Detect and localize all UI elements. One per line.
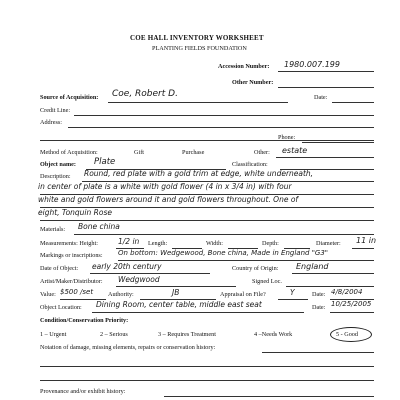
description-label: Description: — [40, 173, 71, 180]
artist-value[interactable]: Wedgwood — [118, 275, 160, 284]
signed-loc-label: Signed Loc. — [252, 278, 282, 285]
source-line — [108, 102, 288, 103]
description-text-3[interactable]: white and gold flowers around it and gold flowers throughout. One of — [38, 195, 299, 204]
object-location-label: Object Location: — [40, 304, 82, 311]
markings-value[interactable]: On bottom: Wedgewood, Bone china, Made in England "G3" — [118, 249, 329, 257]
artist-label: Artist/Maker/Distributor: — [40, 278, 103, 285]
signed-loc-line — [286, 286, 374, 287]
appraisal-date-value[interactable]: 4/8/2004 — [331, 288, 363, 296]
description-text-2[interactable]: in center of plate is a white with gold flower (4 in x 3/4 in) with four — [38, 182, 292, 191]
source-label: Source of Acquisition: — [40, 94, 99, 101]
credit-line-line — [74, 115, 374, 116]
condition-title: Condition/Conservation Priority: — [40, 317, 129, 324]
value-value[interactable]: $500 /set — [60, 288, 94, 296]
phone-label: Phone: — [278, 134, 296, 141]
date-of-object-label: Date of Object: — [40, 265, 79, 272]
address-line-2 — [40, 140, 374, 141]
priority-good[interactable]: 5 - Good — [336, 331, 358, 338]
credit-line-label: Credit Line: — [40, 107, 71, 114]
materials-value[interactable]: Bone china — [78, 222, 120, 231]
method-other-label: Other: — [254, 149, 270, 156]
location-date-value[interactable]: 10/25/2005 — [331, 300, 372, 308]
appraisal-value[interactable]: Y — [290, 288, 295, 297]
method-purchase[interactable]: Purchase — [182, 149, 205, 156]
provenance-line — [164, 396, 374, 397]
depth-label: Depth: — [262, 240, 279, 247]
classification-label: Classification: — [232, 161, 268, 168]
source-date-line — [332, 102, 374, 103]
location-date-label: Date: — [312, 304, 326, 311]
address-line-1 — [68, 127, 374, 128]
provenance-label: Provenance and/or exhibit history: — [40, 388, 126, 395]
notation-label: Notation of damage, missing elements, repairs or conservation history: — [40, 344, 216, 351]
description-text-1[interactable]: Round, red plate with a gold trim at edge, white underneath, — [84, 169, 314, 178]
appraisal-line — [278, 299, 308, 300]
notation-line-1 — [262, 352, 374, 353]
description-line-4 — [40, 220, 374, 221]
artist-line — [116, 286, 236, 287]
priority-serious[interactable]: 2 – Serious — [100, 331, 128, 338]
authority-label: Authority: — [108, 291, 134, 298]
materials-line — [74, 234, 374, 235]
diameter-value[interactable]: 11 in — [356, 236, 377, 245]
width-label: Width: — [206, 240, 223, 247]
method-other-line — [276, 157, 374, 158]
appraisal-label: Appraisal on File? — [220, 291, 266, 298]
other-number-label: Other Number: — [232, 79, 274, 86]
address-label: Address: — [40, 119, 62, 126]
form-title: COE HALL INVENTORY WORKSHEET — [130, 34, 264, 42]
object-location-line — [92, 312, 304, 313]
phone-line — [302, 142, 374, 143]
notation-line-3 — [40, 380, 374, 381]
object-location-value[interactable]: Dining Room, center table, middle east seat — [96, 300, 262, 309]
form-subtitle: PLANTING FIELDS FOUNDATION — [152, 45, 247, 52]
source-value[interactable]: Coe, Robert D. — [112, 89, 178, 99]
accession-number-value[interactable]: 1980.007.199 — [284, 60, 340, 69]
notation-line-2 — [40, 366, 374, 367]
appraisal-date-label: Date: — [312, 291, 326, 298]
diameter-label: Diameter: — [316, 240, 341, 247]
method-other-value[interactable]: estate — [282, 146, 308, 155]
source-date-label: Date: — [314, 94, 328, 101]
priority-requires-treatment[interactable]: 3 – Requires Treatment — [158, 331, 216, 338]
date-of-object-line — [90, 273, 210, 274]
date-of-object-value[interactable]: early 20th century — [92, 262, 162, 271]
country-line — [292, 273, 374, 274]
accession-number-label: Accession Number: — [218, 63, 270, 70]
markings-line — [118, 260, 374, 261]
length-label: Length: — [148, 240, 168, 247]
diameter-line — [352, 248, 374, 249]
location-date-line — [330, 312, 374, 313]
value-label: Value: — [40, 291, 56, 298]
method-gift[interactable]: Gift — [134, 149, 144, 156]
method-label: Method of Acquisition: — [40, 149, 98, 156]
markings-label: Markings or inscriptions: — [40, 252, 103, 259]
priority-urgent[interactable]: 1 – Urgent — [40, 331, 67, 338]
measurements-label: Measurements: Height: — [40, 240, 98, 247]
priority-needs-work[interactable]: 4 –Needs Work — [254, 331, 293, 338]
object-name-value[interactable]: Plate — [94, 157, 116, 167]
other-number-line — [278, 87, 374, 88]
accession-number-line — [278, 71, 374, 72]
country-label: Country of Origin: — [232, 265, 279, 272]
materials-label: Materials: — [40, 226, 66, 233]
object-name-label: Object name: — [40, 161, 76, 168]
description-text-4[interactable]: eight, Tonquin Rose — [38, 208, 112, 217]
country-value[interactable]: England — [296, 262, 329, 271]
height-value[interactable]: 1/2 in — [118, 237, 140, 246]
authority-value[interactable]: JB — [172, 288, 180, 297]
